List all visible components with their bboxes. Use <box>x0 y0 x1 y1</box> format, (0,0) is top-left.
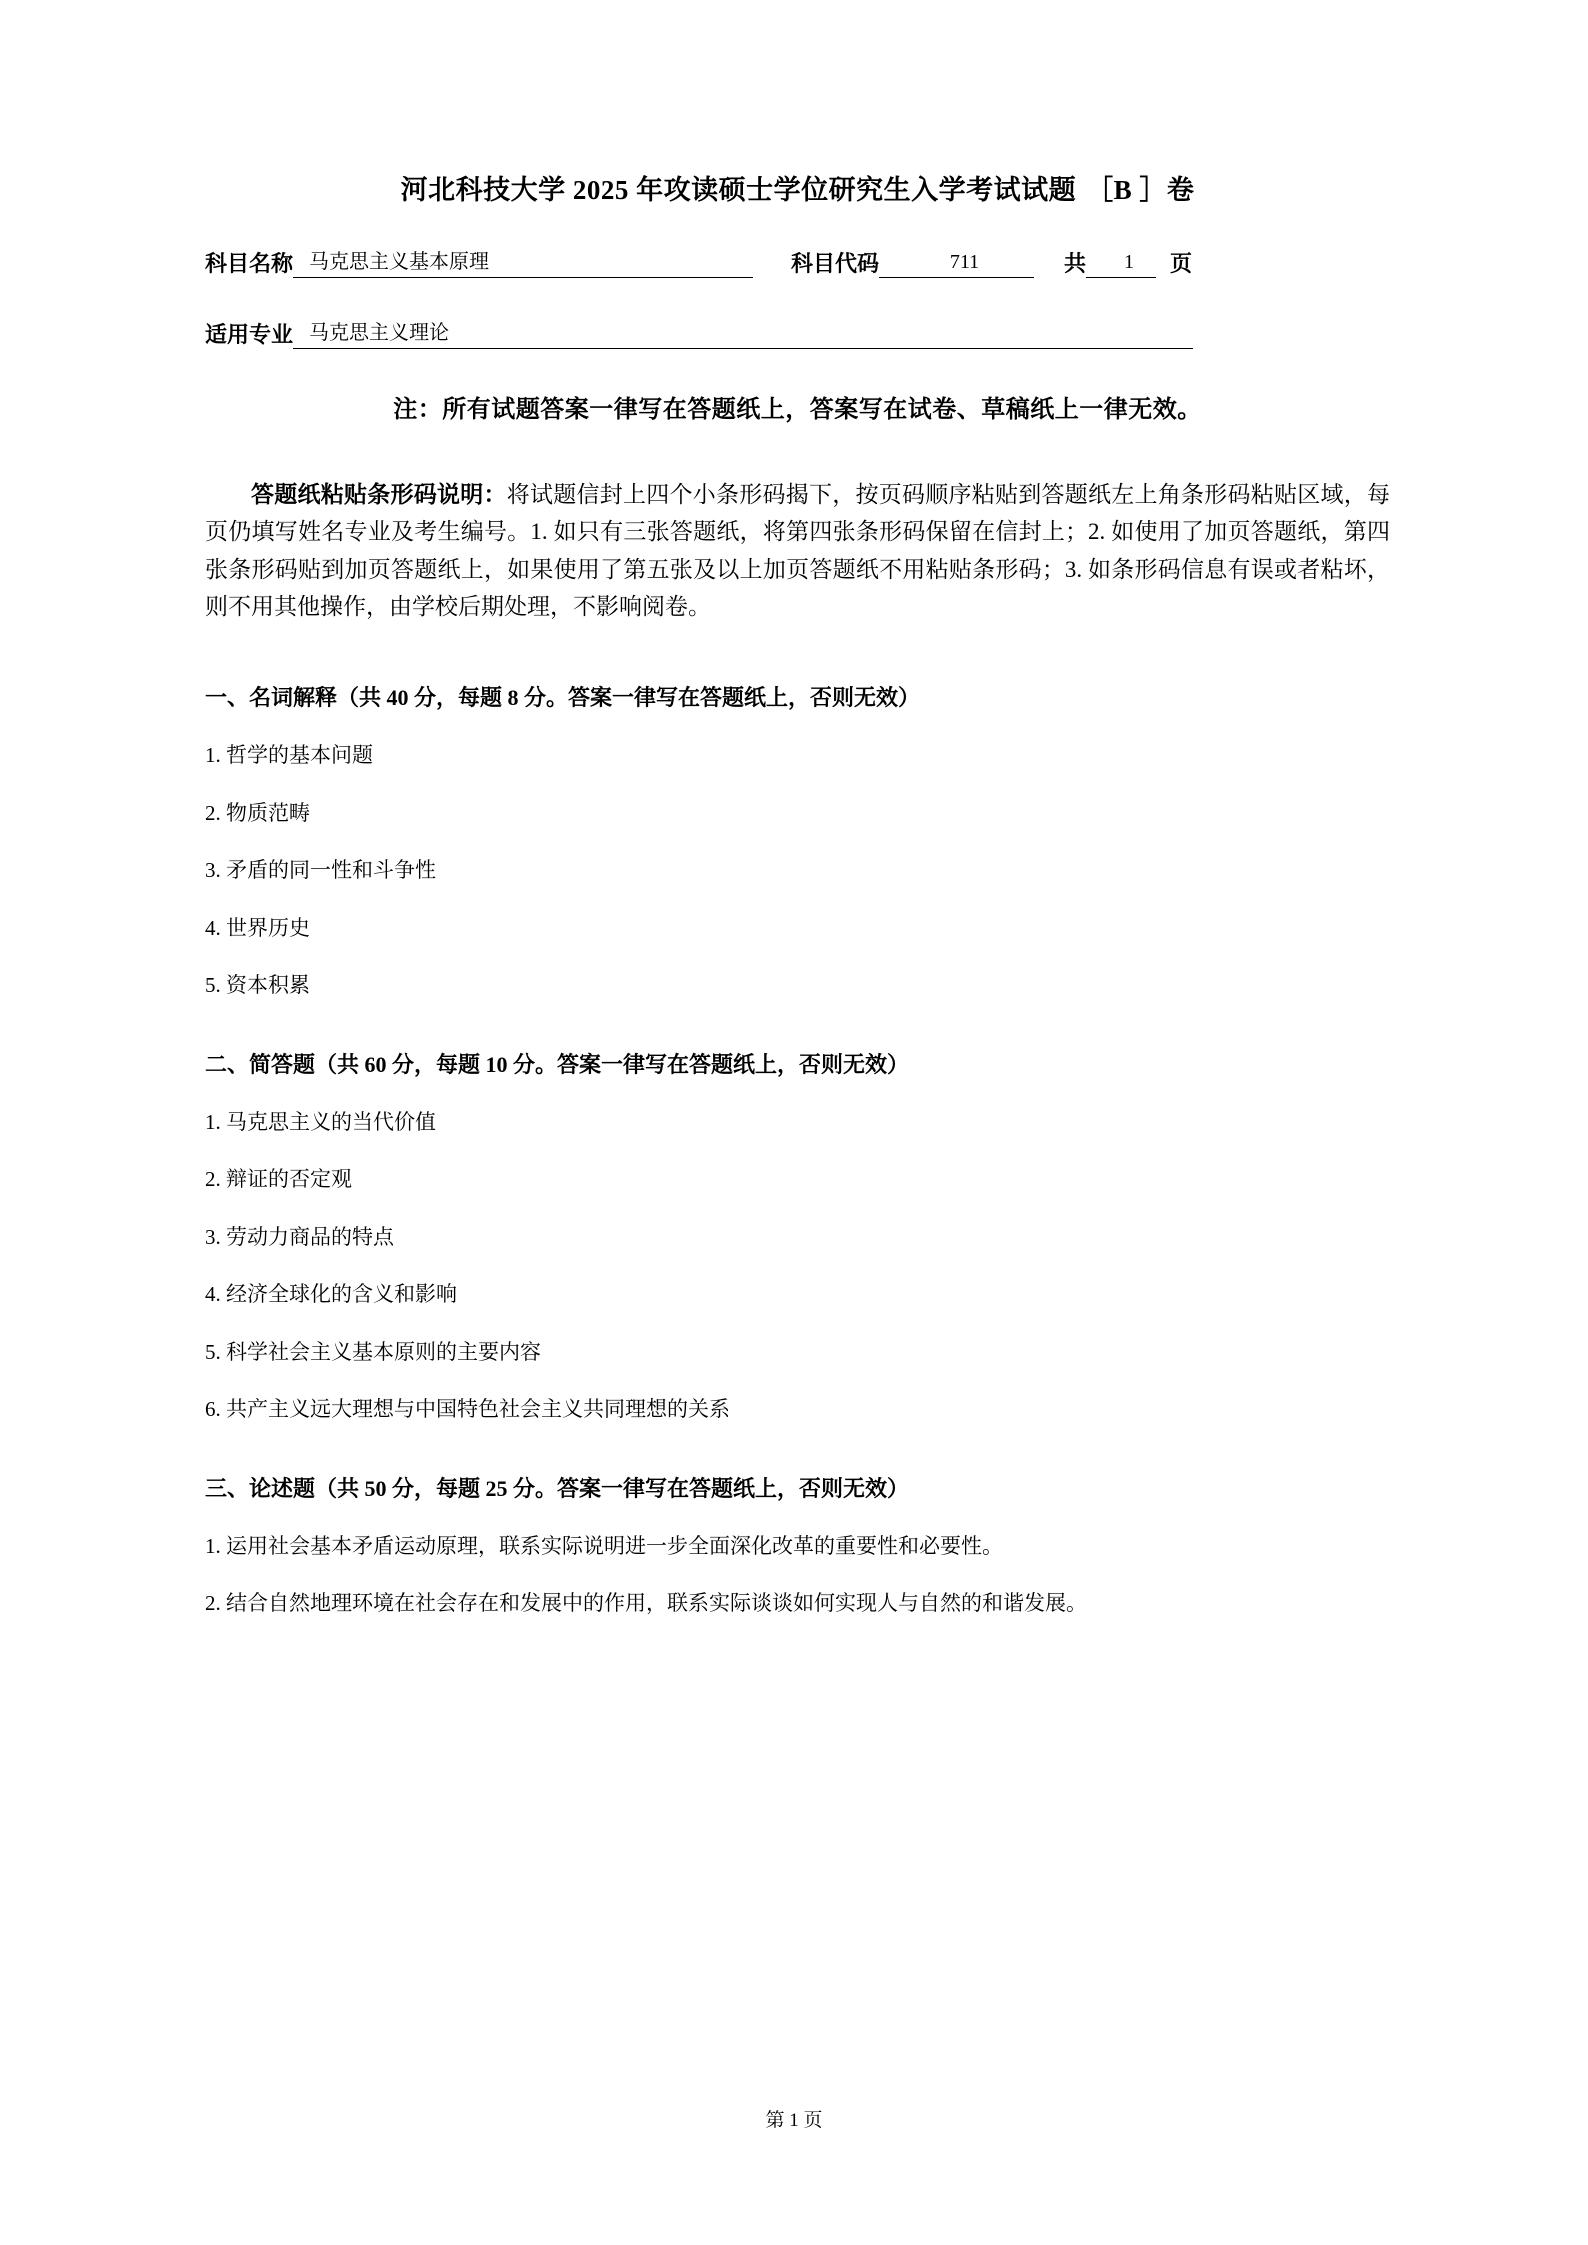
total-pages-label: 共 <box>1064 251 1087 276</box>
question-item: 4. 世界历史 <box>205 915 310 940</box>
question-item: 5. 资本积累 <box>205 973 310 997</box>
question-item: 2. 辩证的否定观 <box>205 1167 352 1191</box>
barcode-instructions <box>205 476 1390 625</box>
meta-row-major <box>205 316 1390 349</box>
subject-value: 马克思主义基本原理 <box>293 245 753 278</box>
paper-version-code: ［B ］卷 <box>1086 175 1195 205</box>
section-heading-2: 二、简答题（共 60 分，每题 10 分。答案一律写在答题纸上，否则无效） <box>205 1051 910 1077</box>
page-footer-number: 第 1 页 <box>765 2110 823 2131</box>
question-item: 6. 共产主义远大理想与中国特色社会主义共同理想的关系 <box>205 1397 730 1421</box>
major-label: 适用专业 <box>205 322 294 347</box>
question-item: 5. 科学社会主义基本原则的主要内容 <box>205 1339 541 1364</box>
meta-row-subject <box>205 245 1390 278</box>
question-item: 1. 运用社会基本矛盾运动原理，联系实际说明进一步全面深化改革的重要性和必要性。 <box>205 1533 1003 1558</box>
subject-code-value: 711 <box>879 251 1034 278</box>
question-item: 3. 矛盾的同一性和斗争性 <box>205 858 436 882</box>
barcode-instructions-body: 将试题信封上四个小条形码揭下，按页码顺序粘贴到答题纸左上角条形码粘贴区域，每页仍填写姓名专业及考生编号。1. 如只有三张答题纸，将第四张条形码保留在信封上；2. 如使用了加页答题纸，第四张条形码贴到加页答题纸上，如果使用了第五张及以上加页答题纸不用粘贴条形码；3. 如条形码信息有误或者粘坏，则不用其他操作，由学校后期处理，不影响阅卷。 <box>205 482 1390 619</box>
page-title-text: 河北科技大学 2025 年攻读硕士学位研究生入学考试试题 <box>400 175 1077 205</box>
subject-label: 科目名称 <box>205 251 294 276</box>
question-item: 1. 哲学的基本问题 <box>205 743 373 767</box>
section-heading-3: 三、论述题（共 50 分，每题 25 分。答案一律写在答题纸上，否则无效） <box>205 1475 910 1501</box>
question-item: 4. 经济全球化的含义和影响 <box>205 1282 457 1306</box>
subject-code-label: 科目代码 <box>791 251 880 276</box>
major-value: 马克思主义理论 <box>293 316 1193 349</box>
document-content <box>205 0 1390 1620</box>
exam-notice: 注：所有试题答案一律写在答题纸上，答案写在试卷、草稿纸上一律无效。 <box>393 397 1202 423</box>
question-item: 2. 物质范畴 <box>205 800 310 825</box>
total-pages-unit: 页 <box>1170 251 1193 276</box>
page-title <box>205 168 1390 207</box>
question-item: 2. 结合自然地理环境在社会存在和发展中的作用，联系实际谈谈如何实现人与自然的和谐发展。 <box>205 1591 1087 1615</box>
total-pages-value: 1 <box>1086 251 1156 278</box>
barcode-instructions-lead: 答题纸粘贴条形码说明： <box>251 482 507 507</box>
question-item: 1. 马克思主义的当代价值 <box>205 1109 436 1134</box>
question-item: 3. 劳动力商品的特点 <box>205 1224 394 1249</box>
section-heading-1: 一、名词解释（共 40 分，每题 8 分。答案一律写在答题纸上，否则无效） <box>205 685 921 710</box>
